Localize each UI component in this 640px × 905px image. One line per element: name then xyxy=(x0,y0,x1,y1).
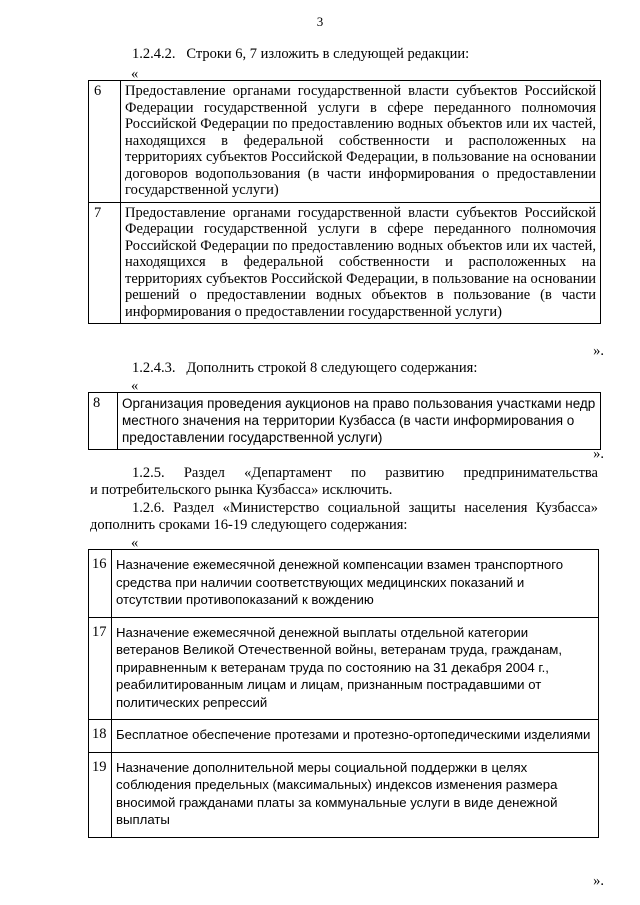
row-number: 8 xyxy=(89,393,118,450)
opening-quote: « xyxy=(131,66,139,82)
table-row-8 xyxy=(88,392,601,450)
row-text: Предоставление органами государственной власти субъектов Российской Федерации государственной услуги в сфере переданного полномочия Российской Федерации по предоставлению водных объектов или их частей, находящихся в федеральной собственности и расположенных на территориях субъектов Российской Федерации, в пользование на основании решений о предоставлении водных объектов в пользование (в части информирования о предоставлении государственной услуги) xyxy=(121,202,601,324)
table-rows-6-7 xyxy=(88,80,601,324)
row-number: 6 xyxy=(89,81,121,203)
row-number: 7 xyxy=(89,202,121,324)
row-number: 17 xyxy=(89,617,112,720)
closing-quote: ». xyxy=(593,873,604,889)
table-row xyxy=(89,550,599,618)
row-number: 19 xyxy=(89,752,112,837)
opening-quote: « xyxy=(131,535,139,551)
row-text: Назначение ежемесячной денежной выплаты отдельной категории ветеранов Великой Отечественной войны, ветеранам труда, гражданам, приравненным к ветеранам труда по состоянию на 31 декабря 2004 г., реабилитированным лицам и лицам, признанным пострадавшими от политических репрессий xyxy=(112,617,599,720)
table-row xyxy=(89,393,601,450)
row-number: 18 xyxy=(89,720,112,753)
table-row xyxy=(89,617,599,720)
row-text: Назначение дополнительной меры социальной поддержки в целях соблюдения предельных (максимальных) индексов изменения размера вносимой гражданами платы за коммунальные услуги в виде денежной выплаты xyxy=(112,752,599,837)
section-text: Строки 6, 7 изложить в следующей редакции: xyxy=(186,46,470,62)
page-number: 3 xyxy=(316,14,324,29)
section-text: Дополнить строкой 8 следующего содержания: xyxy=(186,360,478,376)
section-1-2-5-line1: 1.2.5. Раздел «Департамент по развитию предпринимательства xyxy=(132,465,598,481)
section-1-2-4-3 xyxy=(132,360,477,377)
section-1-2-5-line2: и потребительского рынка Кузбасса» исключить. xyxy=(90,482,393,498)
row-text: Организация проведения аукционов на право пользования участками недр местного значения на территории Кузбасса (в части информирования о предоставлении государственной услуги) xyxy=(118,393,601,450)
section-1-2-6-line2: дополнить сроками 16-19 следующего содержания: xyxy=(90,517,408,533)
row-text: Назначение ежемесячной денежной компенсации взамен транспортного средства при наличии соответствующих медицинских показаний и отсутствии противопоказаний к вождению xyxy=(112,550,599,618)
closing-quote: ». xyxy=(593,446,604,462)
table-row xyxy=(89,202,601,324)
row-text: Предоставление органами государственной власти субъектов Российской Федерации государственной услуги в сфере переданного полномочия Российской Федерации по предоставлению водных объектов или их частей, находящихся в федеральной собственности и расположенных на территориях субъектов Российской Федерации, в пользование на основании договоров водопользования (в части информирования о предоставлении государственной услуги) xyxy=(121,81,601,203)
table-rows-16-19 xyxy=(88,549,599,838)
table-row xyxy=(89,81,601,203)
section-label: 1.2.4.2. xyxy=(132,46,176,62)
closing-quote: ». xyxy=(593,343,604,359)
section-label: 1.2.4.3. xyxy=(132,360,176,376)
table-row xyxy=(89,752,599,837)
row-number: 16 xyxy=(89,550,112,618)
row-text: Бесплатное обеспечение протезами и протезно-ортопедическими изделиями xyxy=(112,720,599,753)
section-1-2-6-line1: 1.2.6. Раздел «Министерство социальной защиты населения Кузбасса» xyxy=(132,500,598,516)
opening-quote: « xyxy=(131,378,139,394)
section-1-2-4-2 xyxy=(132,46,469,63)
table-row xyxy=(89,720,599,753)
